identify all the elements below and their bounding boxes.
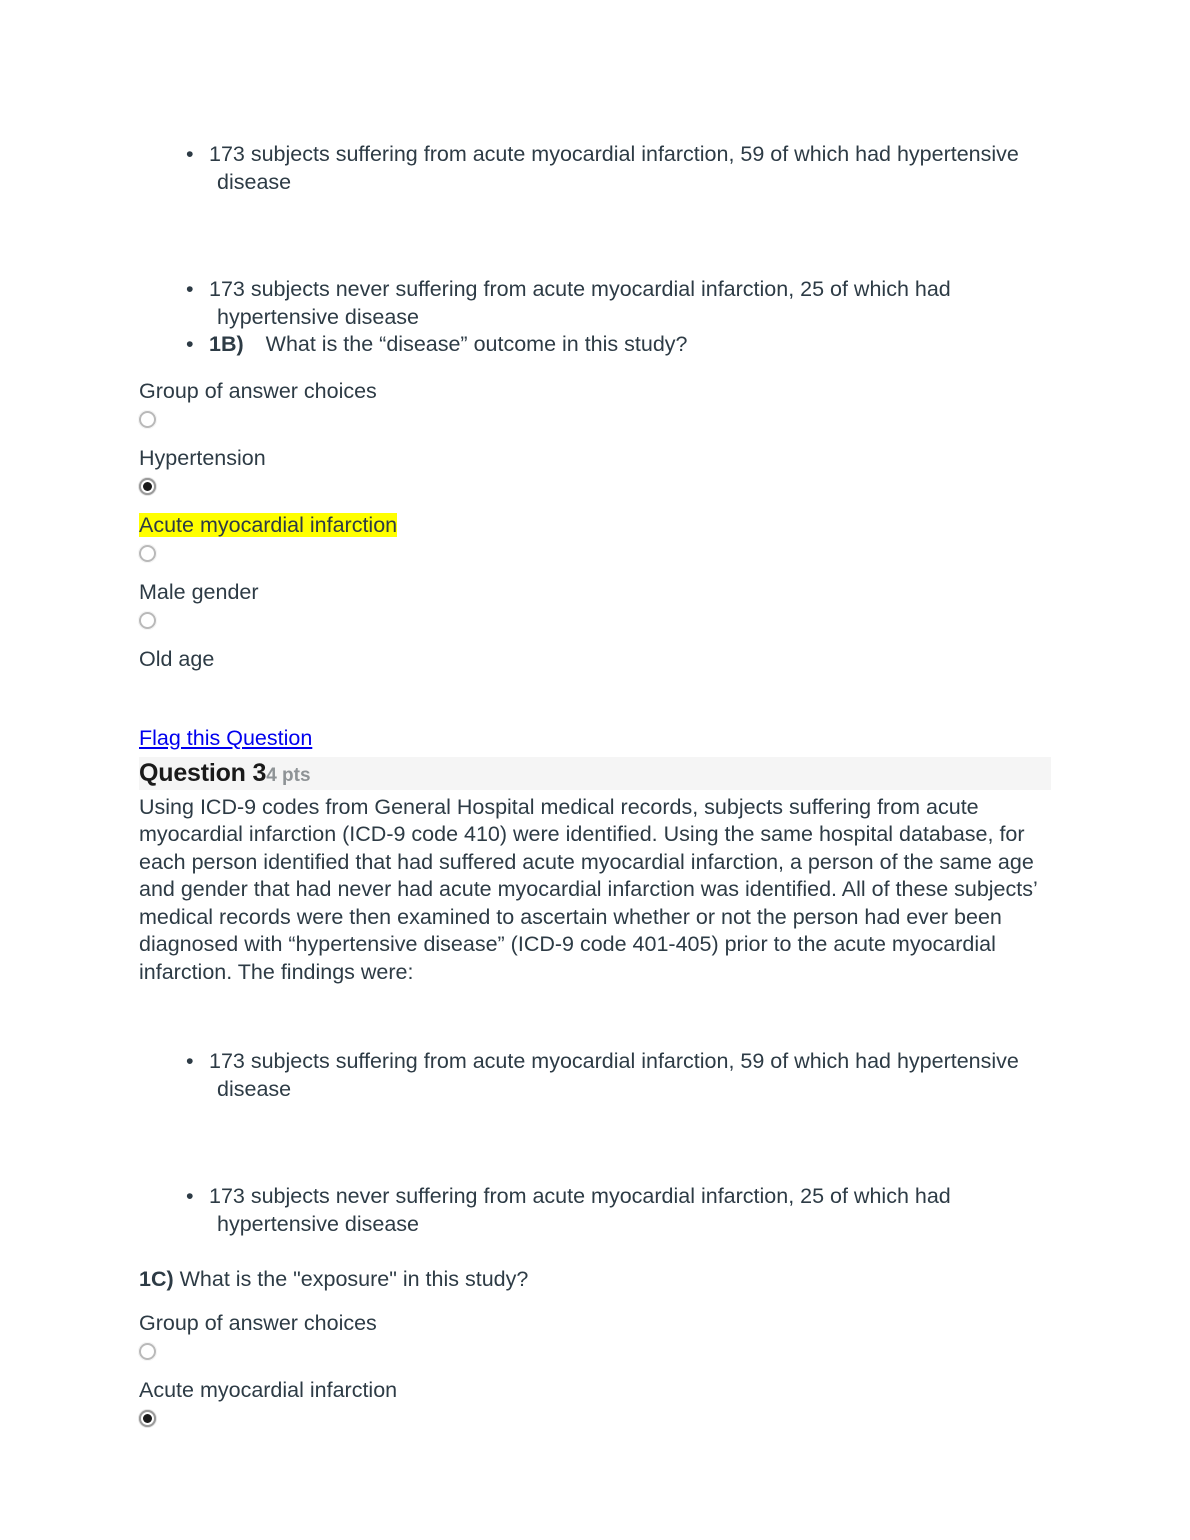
list-item-text: 173 subjects suffering from acute myocardial infarction, 59 of which had hypertensive disease <box>209 1049 1019 1101</box>
choice-wrap <box>139 1375 1051 1405</box>
bullet-gap-1 <box>139 196 1051 276</box>
q2-findings-list <box>139 141 1051 196</box>
radio-button-male-gender[interactable] <box>139 545 156 562</box>
question-1c-label: 1C) <box>139 1267 174 1291</box>
choice-label-male-gender: Male gender <box>139 579 259 604</box>
bullet-gap-2 <box>139 1103 1051 1183</box>
radio-dot-selected <box>143 1414 152 1423</box>
list-item-text: 173 subjects never suffering from acute myocardial infarction, 25 of which had hypertensive disease <box>209 277 951 329</box>
list-item-question-1b <box>139 331 1051 359</box>
q2-findings-list-2 <box>139 276 1051 359</box>
list-item <box>139 276 1051 331</box>
answer-group-label-1: Group of answer choices <box>139 378 377 403</box>
radio-ring <box>139 1343 156 1360</box>
list-item-text: 173 subjects never suffering from acute myocardial infarction, 25 of which had hypertensive disease <box>209 1184 951 1236</box>
gap-before-flag <box>139 674 1051 724</box>
choice-label-q3-acute-myocardial-infarction: Acute myocardial infarction <box>139 1378 398 1402</box>
radio-row <box>139 411 1051 437</box>
choice-wrap <box>139 443 1051 473</box>
radio-dot-selected <box>143 482 152 491</box>
q3-findings-list <box>139 1048 1051 1103</box>
question-1c-text: What is the "exposure" in this study? <box>179 1267 529 1291</box>
content-column <box>139 0 1051 1436</box>
radio-row <box>139 478 1051 504</box>
radio-row <box>139 1343 1051 1369</box>
radio-row <box>139 612 1051 638</box>
radio-button-acute-myocardial-infarction[interactable] <box>139 478 156 495</box>
list-item <box>139 1183 1051 1238</box>
list-item-text <box>209 331 1051 359</box>
bullet-marker: • <box>186 277 194 301</box>
question-3-title: Question 3 <box>139 758 267 787</box>
question-1b-label: 1B) <box>209 332 244 356</box>
choice-label-acute-myocardial-infarction: Acute myocardial infarction <box>139 512 398 537</box>
bullet-marker: • <box>186 332 194 356</box>
radio-row <box>139 1410 1051 1436</box>
flag-this-question-link[interactable]: Flag this Question <box>139 725 313 750</box>
answer-group-label-2: Group of answer choices <box>139 1311 377 1335</box>
choice-wrap <box>139 510 1051 540</box>
list-item-text: 173 subjects suffering from acute myocardial infarction, 59 of which had hypertensive disease <box>209 142 1019 194</box>
q3-findings-list-2 <box>139 1183 1051 1238</box>
radio-button-q3-acute-myocardial-infarction[interactable] <box>139 1343 156 1360</box>
choice-wrap <box>139 577 1051 607</box>
bullet-marker: • <box>186 142 194 166</box>
gap-before-answer-group-1 <box>139 359 1051 376</box>
radio-button-hypertension[interactable] <box>139 411 156 428</box>
choice-wrap <box>139 644 1051 674</box>
question-1c-line <box>139 1264 1051 1294</box>
bullet-marker: • <box>186 1049 194 1073</box>
top-spacer <box>139 0 1051 141</box>
question-3-header <box>139 757 1051 790</box>
radio-ring <box>139 612 156 629</box>
radio-button-old-age[interactable] <box>139 612 156 629</box>
gap-before-1c <box>139 1238 1051 1264</box>
choice-label-old-age: Old age <box>139 646 215 671</box>
radio-ring <box>139 411 156 428</box>
gap-before-answer-group-2 <box>139 1294 1051 1308</box>
gap-before-q3-bullets <box>139 986 1051 1048</box>
radio-ring <box>139 545 156 562</box>
question-3-points: 4 pts <box>266 764 311 786</box>
radio-row <box>139 545 1051 571</box>
list-item <box>139 1048 1051 1103</box>
question-3-body: Using ICD-9 codes from General Hospital medical records, subjects suffering from acute myocardial infarction (ICD-9 code 410) were identified. Using the same hospital database, for each person identified that had suffered acute myocardial infarction, a person of the same age and gender that had never had acute myocardial infarction was identified. All of these subjects’ medical records were then examined to ascertain whether or not the person had ever been diagnosed with “hypertensive disease” (ICD-9 code 401-405) prior to the acute myocardial infarction. The findings were: <box>139 794 1037 984</box>
bullet-marker: • <box>186 1184 194 1208</box>
choice-label-hypertension: Hypertension <box>139 445 266 470</box>
question-1b-text: What is the “disease” outcome in this study? <box>265 332 688 356</box>
radio-button-q3-selected[interactable] <box>139 1410 156 1427</box>
list-item <box>139 141 1051 196</box>
